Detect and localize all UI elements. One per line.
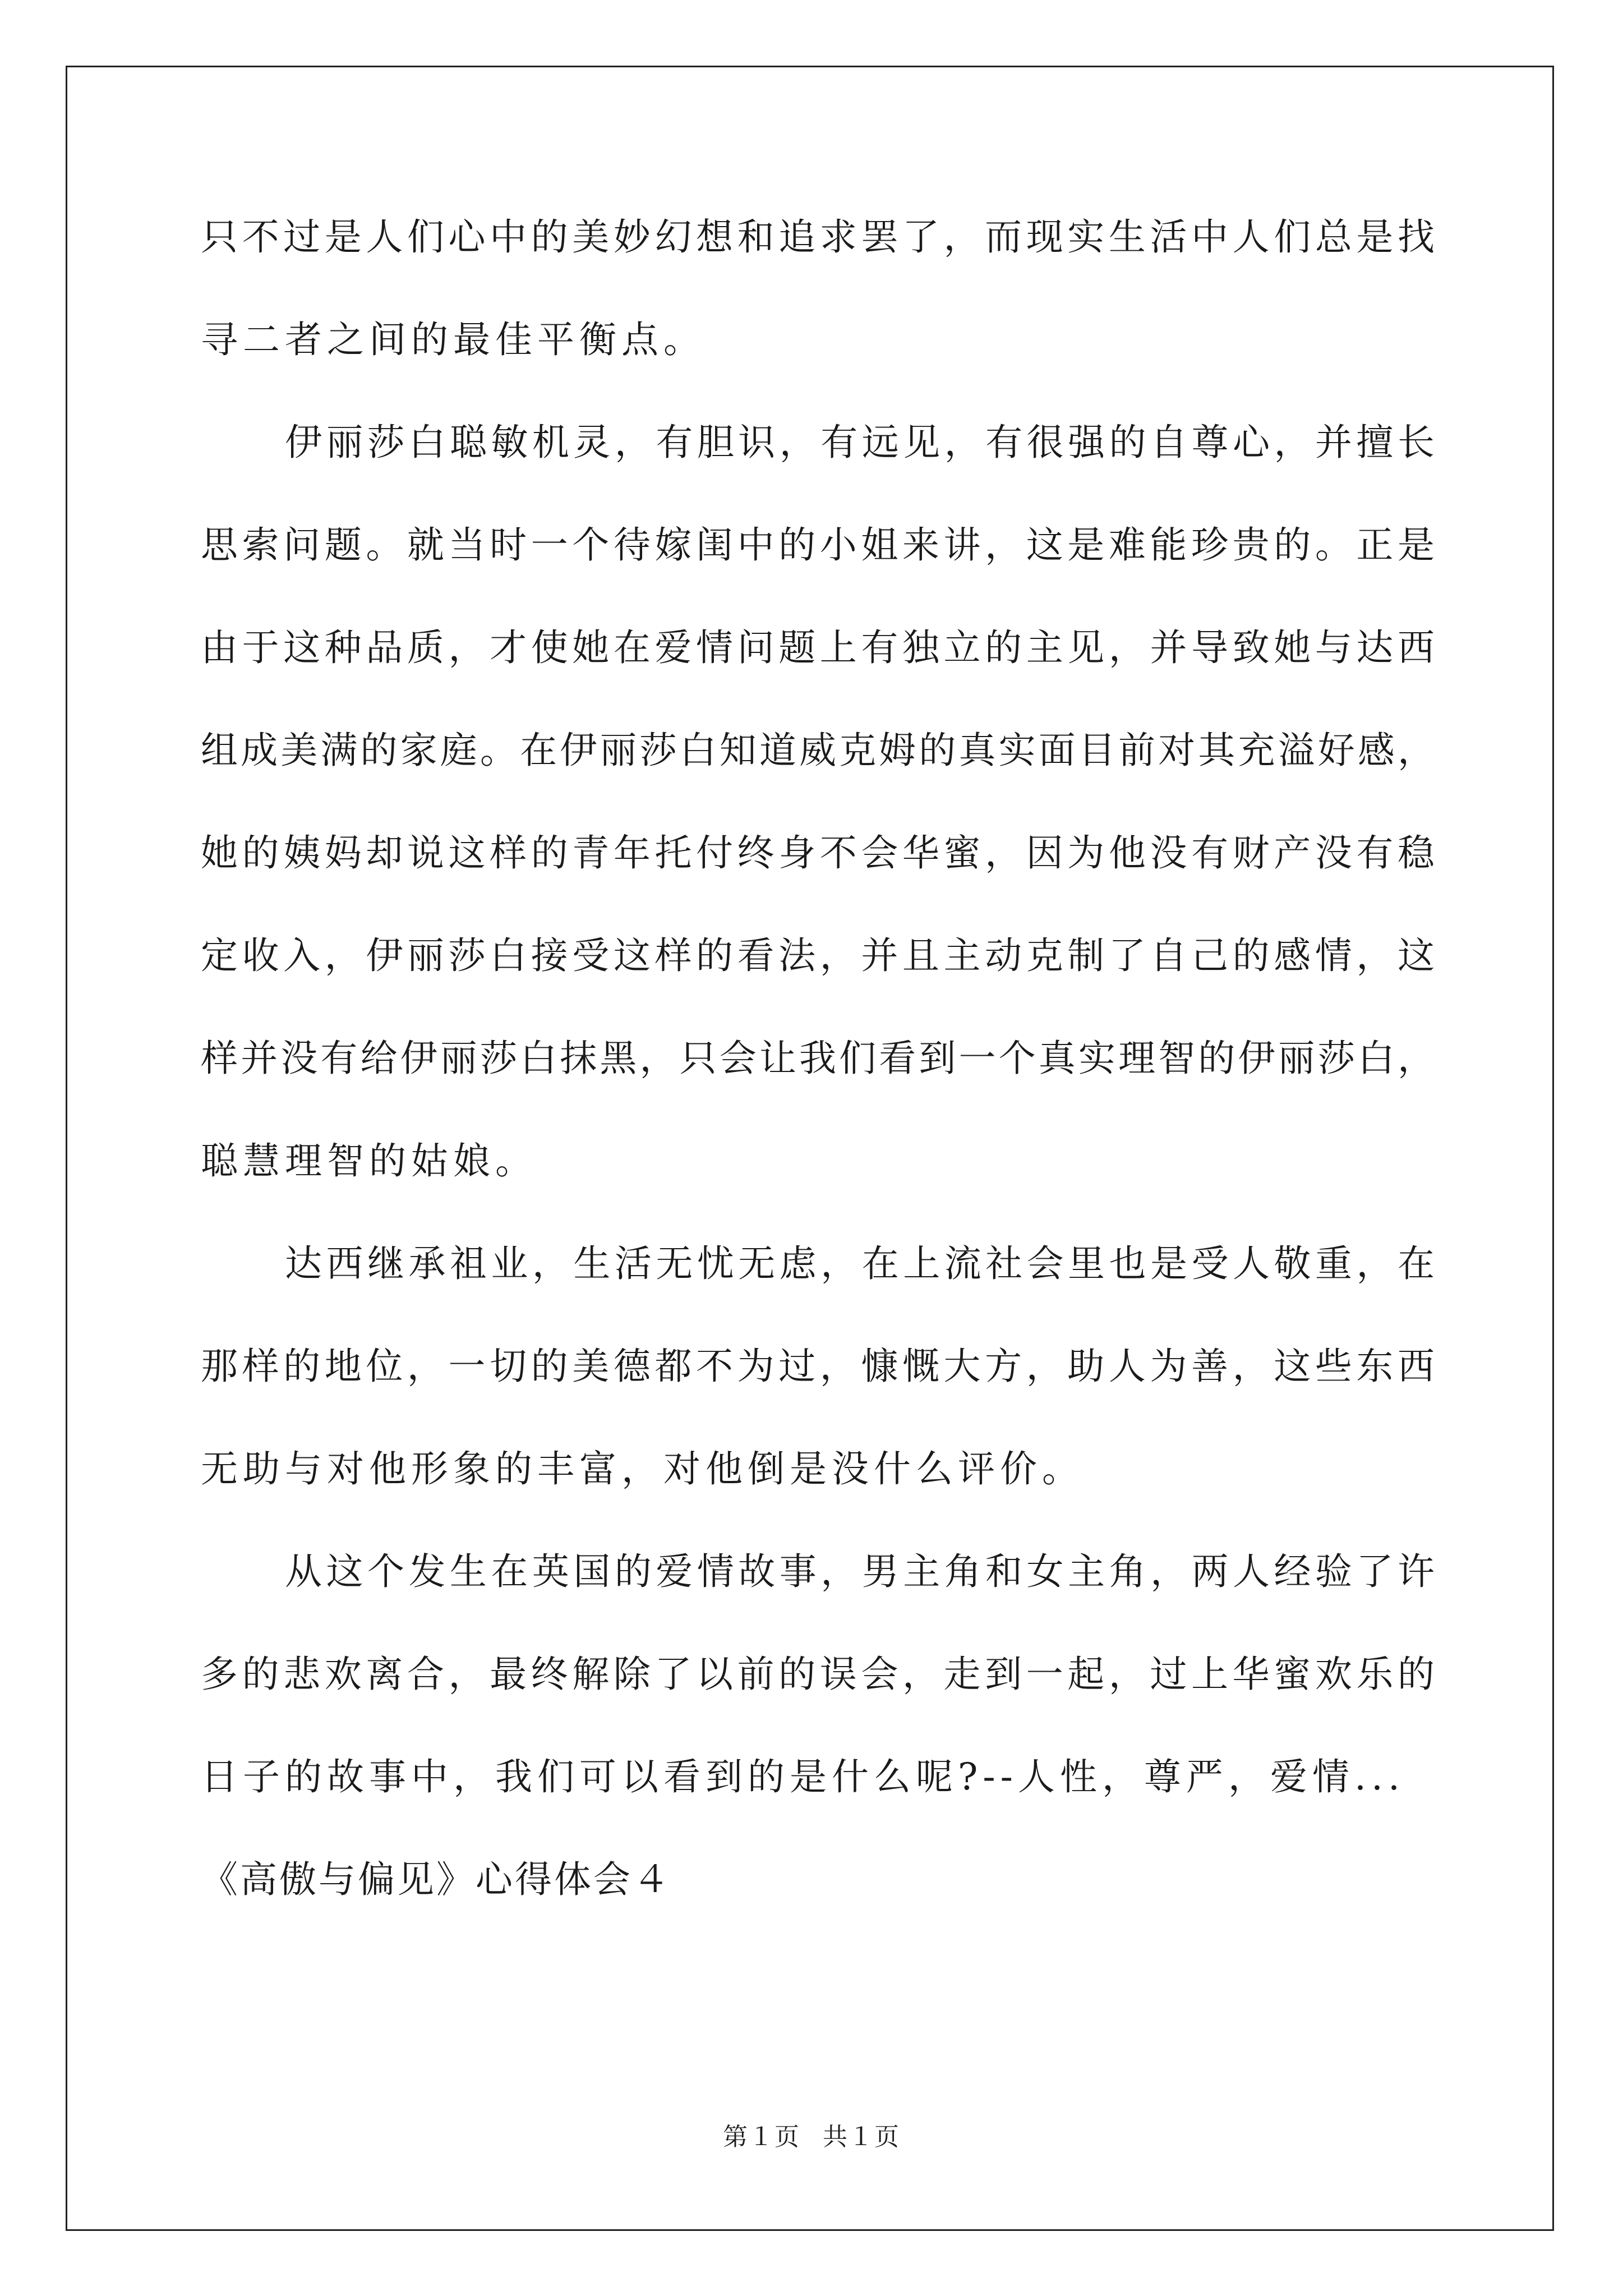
paragraph-line: 寻二者之间的最佳平衡点。 [201,318,706,361]
paragraph-2 [201,420,1435,1184]
paragraph-line: 样并没有给伊丽莎白抹黑，只会让我们看到一个真实理智的伊丽莎白， [201,1037,1435,1080]
paragraph-4 [201,1549,1435,1800]
paragraph-line: 那样的地位，一切的美德都不为过，慷慨大方，助人为善，这些东西 [201,1345,1435,1388]
paragraph-line: 多的悲欢离合，最终解除了以前的误会，走到一起，过上华蜜欢乐的 [201,1653,1435,1696]
paragraph-3 [201,1241,1435,1492]
paragraph-line: 她的姨妈却说这样的青年托付终身不会华蜜，因为他没有财产没有稳 [201,831,1435,875]
paragraph-line: 日子的故事中，我们可以看到的是什么呢?--人性，尊严，爱情... [201,1755,1405,1798]
page-total: 共１页 [823,2123,900,2151]
paragraph-1 [201,215,1435,362]
section-heading: 《高傲与偏见》心得体会４ [201,1858,672,1901]
paragraph-line: 达西继承祖业，生活无忧无虑，在上流社会里也是受人敬重，在 [285,1242,1435,1285]
paragraph-line: 聪慧理智的姑娘。 [201,1139,537,1182]
paragraph-line: 定收入，伊丽莎白接受这样的看法，并且主动克制了自己的感情，这 [201,934,1435,977]
paragraph-line: 无助与对他形象的丰富，对他倒是没什么评价。 [201,1447,1084,1490]
paragraph-line: 组成美满的家庭。在伊丽莎白知道威克姆的真实面目前对其充溢好感， [201,729,1435,772]
page-number: 第１页 [723,2123,800,2151]
document-body [201,215,1435,1902]
paragraph-line: 由于这种品质，才使她在爱情问题上有独立的主见，并导致她与达西 [201,626,1435,669]
paragraph-line: 伊丽莎白聪敏机灵，有胆识，有远见，有很强的自尊心，并擅长 [285,421,1435,464]
page-footer [0,2122,1623,2152]
paragraph-line: 思索问题。就当时一个待嫁闺中的小姐来讲，这是难能珍贵的。正是 [201,523,1435,567]
paragraph-line: 从这个发生在英国的爱情故事，男主角和女主角，两人经验了许 [285,1550,1435,1593]
paragraph-line: 只不过是人们心中的美妙幻想和追求罢了，而现实生活中人们总是找 [201,215,1435,259]
